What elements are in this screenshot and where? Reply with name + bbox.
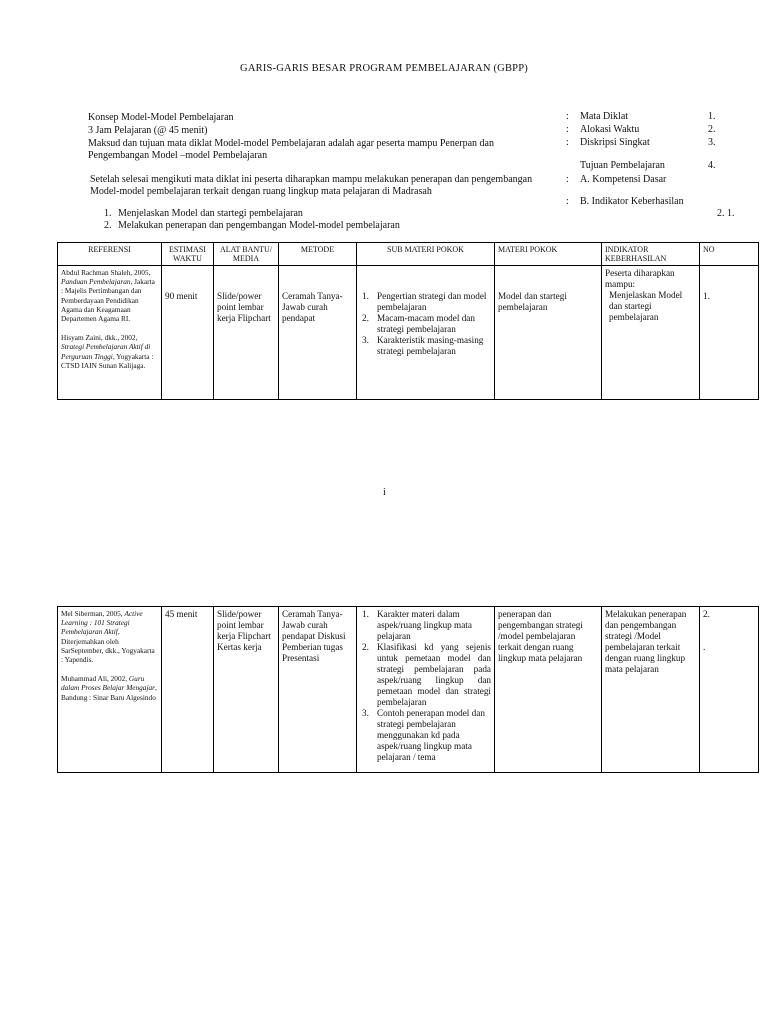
ref-text: , Jakarta : Majelis Pertimbangan dan Pemberdayaan Pendidikan Agama dan Keagamaan Departemen Agama RI. [61,277,155,324]
colon: : [566,124,569,135]
indikator-cell: Melakukan penerapan dan pengembangan strategi /Model pembelajaran terkait dengan ruang lingkup mata pelajaran [602,607,700,773]
metode-cell: Ceramah Tanya-Jawab curah pendapat Diskusi Pemberian tugas Presentasi [279,607,357,773]
document-title: GARIS-GARIS BESAR PROGRAM PEMBELAJARAN (GBPP) [240,63,528,74]
waktu-cell: 45 menit [162,607,214,773]
indikator-list [104,208,400,232]
list-item [104,220,400,232]
list-item [360,609,491,642]
list-number: 2. [362,313,369,323]
kompetensi-text-line2: Model-model pembelajaran terkait dengan ruang lingkup mata pelajaran di Madrasah [90,186,432,197]
header-materi-pokok: MATERI POKOK [495,243,602,266]
gbpp-table-2 [57,606,759,773]
metode-cell: Ceramah Tanya-Jawab curah pendapat [279,266,357,400]
kompetensi-label: A. Kompetensi Dasar [580,174,667,185]
waktu-cell: 90 menit [162,266,214,400]
list-number: 2. [362,642,369,652]
list-item [360,708,491,763]
list-number: 3. [362,335,369,345]
ref-title: Strategi Pembelajaran Aktif di Perguruan Tinggi [61,342,151,361]
ref-title: Guru dalam Proses Belajar Mengajar [61,674,155,693]
ref-text: Muhammad Ali, 2002, [61,674,129,684]
list-item [104,208,400,220]
no-value-extra: . [703,642,706,652]
header-referensi: REFERENSI [58,243,162,266]
mata-diklat-value: Konsep Model-Model Pembelajaran [88,112,234,123]
list-text: Contoh penerapan model dan strategi pembelajaran menggunakan kd pada aspek/ruang lingkup mata pelajaran / tema [377,708,485,762]
list-number: 2. [104,220,112,231]
referensi-cell [58,266,162,400]
table-row [58,266,759,400]
header-estimasi-waktu: ESTIMASI WAKTU [162,243,214,266]
materi-pokok-cell: Model dan startegi pembelajaran [495,266,602,400]
colon: : [566,111,569,122]
alokasi-waktu-label: Alokasi Waktu [580,124,640,135]
no-value: 2. [703,609,710,619]
diskripsi-num: 3. [708,137,716,148]
list-item [360,642,491,708]
list-item [360,335,491,357]
list-text: Melakukan penerapan dan pengembangan Model-model pembelajaran [118,220,400,231]
kompetensi-text-line1: Setelah selesai mengikuti mata diklat ini peserta diharapkan mampu melakukan penerapan dan pengembangan [90,174,533,185]
indikator-label: B. Indikator Keberhasilan [580,196,684,207]
list-item [360,313,491,335]
no-cell [700,607,759,773]
list-text: Karakter materi dalam aspek/ruang lingkup mata pelajaran [377,609,472,641]
media-cell: Slide/power point lembar kerja Flipchart Kertas kerja [214,607,279,773]
list-text: Klasifikasi kd yang sejenis untuk pemetaan model dan strategi pembelajaran pada aspek/ruang lingkup dan pemetaan model dan strategi pembelajaran [377,642,491,707]
list-number: 1. [104,208,112,219]
ref-text: , Diterjemahkan oleh SarSeptember, dkk., Yogyakarta : Yapendis. [61,627,155,665]
page-number: i [383,487,386,498]
diskripsi-value-line1: Maksud dan tujuan mata diklat Model-model Pembelajaran adalah agar peserta mampu Penerpan dan [88,138,494,149]
indikator-text: Menjelaskan Model dan startegi pembelajaran [609,290,683,322]
mata-diklat-num: 1. [708,111,716,122]
header-no: NO [700,243,759,266]
list-text: Macam-macam model dan strategi pembelajaran [377,313,475,334]
ref-title: Panduan Pembelajaran [61,277,131,287]
ref-title: Active Learning : 101 Strategi Pembelajaran Aktif [61,609,143,637]
list-text: Karakteristik masing-masing strategi pembelajaran [377,335,484,356]
media-cell: Slide/power point lembar kerja Flipchart [214,266,279,400]
colon: : [566,137,569,148]
diskripsi-label: Diskripsi Singkat [580,137,650,148]
header-sub-materi: SUB MATERI POKOK [357,243,495,266]
list-item [360,291,491,313]
diskripsi-value-line2: Pengembangan Model –model Pembelajaran [88,150,268,161]
table-header-row [58,243,759,266]
tujuan-num: 4. [708,160,716,171]
referensi-cell [58,607,162,773]
gbpp-table-1 [57,242,759,400]
mata-diklat-label: Mata Diklat [580,111,629,122]
indikator-num: 2. 1. [717,208,735,219]
materi-pokok-cell: penerapan dan pengembangan strategi /model pembelajaran terkait dengan ruang lingkup mata pelajaran [495,607,602,773]
list-number: 1. [362,609,369,619]
ref-text: , Yogyakarta : CTSD IAIN Sunan Kalijaga. [61,351,154,370]
sub-materi-cell [357,607,495,773]
header-metode: METODE [279,243,357,266]
alokasi-waktu-num: 2. [708,124,716,135]
colon: : [566,196,569,207]
ref-text: Mel Siberman, 2005, [61,609,125,618]
colon: : [566,174,569,185]
ref-text: , Bandung : Sinar Baru Algesindo [61,683,157,702]
indikator-cell [602,266,700,400]
ref-text: Hisyam Zaini, dkk., 2002, [61,333,138,343]
no-cell: 1. [700,266,759,400]
header-alat-bantu: ALAT BANTU/ MEDIA [214,243,279,266]
tujuan-label: Tujuan Pembelajaran [580,160,665,171]
list-number: 3. [362,708,369,718]
list-text: Pengertian strategi dan model pembelajaran [377,291,487,312]
list-number: 1. [362,291,369,301]
table-row [58,607,759,773]
ref-text: Abdul Rachman Shaleh, 2005, [61,268,151,277]
header-indikator: INDIKATOR KEBERHASILAN [602,243,700,266]
indikator-intro: Peserta diharapkan mampu: [605,268,675,289]
sub-materi-cell [357,266,495,400]
list-text: Menjelaskan Model dan startegi pembelajaran [118,208,303,219]
alokasi-waktu-value: 3 Jam Pelajaran (@ 45 menit) [88,125,208,136]
